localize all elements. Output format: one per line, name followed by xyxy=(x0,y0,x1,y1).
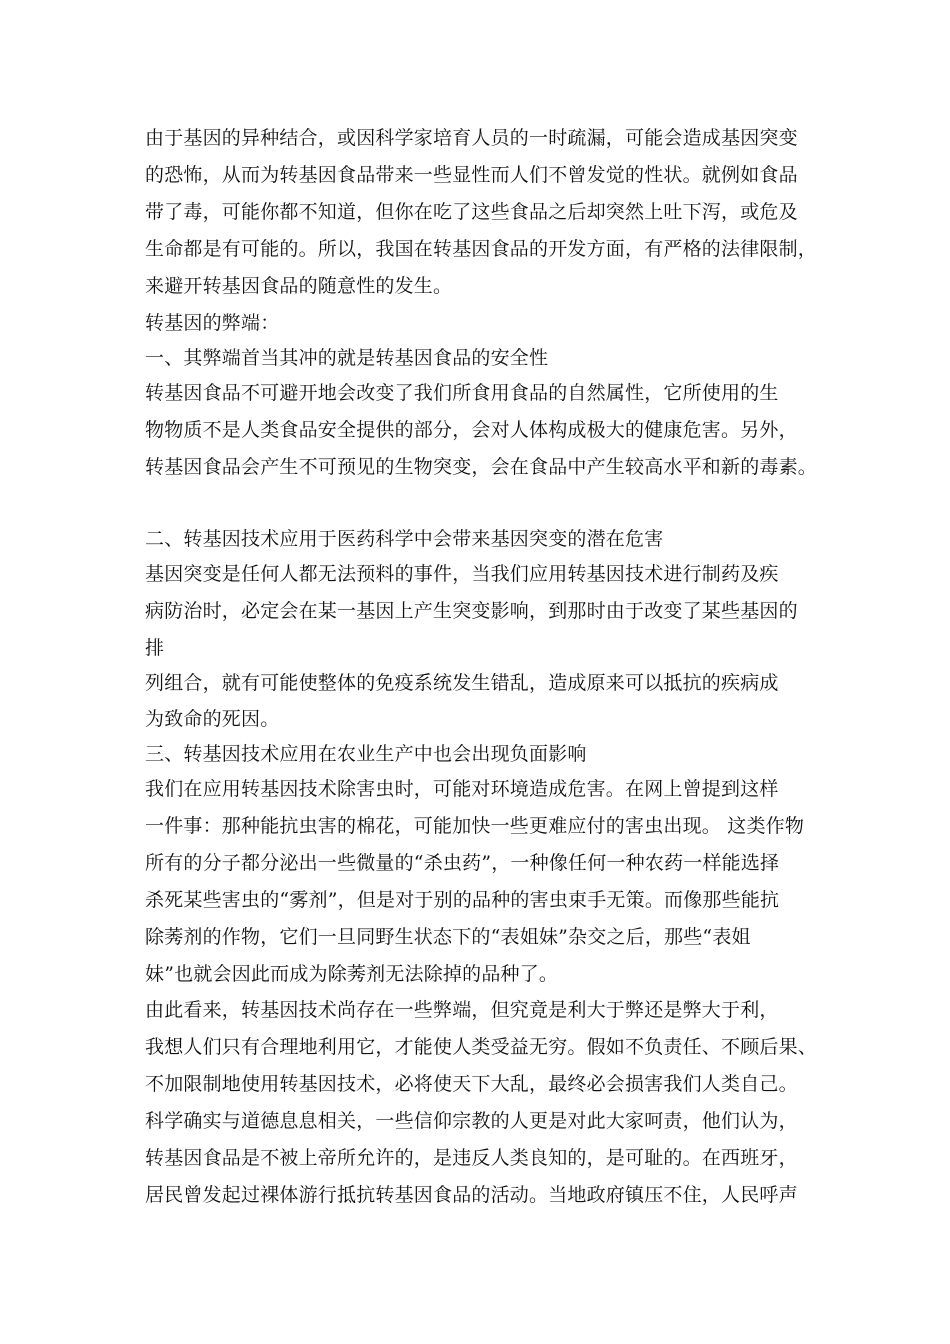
text-line: 杀死某些害虫的“雾剂”，但是对于别的品种的害虫束手无策。而像那些能抗 xyxy=(145,889,780,911)
text-line: 物物质不是人类食品安全提供的部分，会对人体构成极大的健康危害。另外， xyxy=(145,419,798,441)
text-line: 排 xyxy=(145,637,165,659)
text-line: 为致命的死因。 xyxy=(145,708,280,730)
section-heading: 三、转基因技术应用在农业生产中也会出现负面影响 xyxy=(145,743,587,765)
text-line: 我想人们只有合理地利用它，才能使人类受益无穷。假如不负责任、不顾后果、 xyxy=(145,1036,818,1058)
text-line: 我们在应用转基因技术除害虫时，可能对环境造成危害。在网上曾提到这样 xyxy=(145,778,779,800)
text-line: 转基因食品是不被上帝所允许的，是违反人类良知的，是可耻的。在西班牙， xyxy=(145,1147,798,1169)
section-heading: 转基因的弊端： xyxy=(145,312,280,334)
text-line: 列组合，就有可能使整体的免疫系统发生错乱，造成原来可以抵抗的疾病成 xyxy=(145,672,779,694)
text-line: 不加限制地使用转基因技术，必将使天下大乱，最终必会损害我们人类自己。 xyxy=(145,1073,798,1095)
text-line: 由于基因的异种结合，或因科学家培育人员的一时疏漏，可能会造成基因突变 xyxy=(145,127,798,149)
text-line: 基因突变是任何人都无法预料的事件，当我们应用转基因技术进行制药及疾 xyxy=(145,563,779,585)
text-line: 带了毒，可能你都不知道，但你在吃了这些食品之后却突然上吐下泻，或危及 xyxy=(145,201,798,223)
text-line: 由此看来，转基因技术尚存在一些弊端，但究竟是利大于弊还是弊大于利， xyxy=(145,999,779,1021)
text-line: 生命都是有可能的。所以，我国在转基因食品的开发方面，有严格的法律限制， xyxy=(145,238,818,260)
text-line: 一件事：那种能抗虫害的棉花，可能加快一些更难应付的害虫出现。 这类作物 xyxy=(145,815,805,837)
text-line: 除莠剂的作物，它们一旦同野生状态下的“表姐妹”杂交之后，那些“表姐 xyxy=(145,926,751,948)
text-line: 居民曾发起过裸体游行抵抗转基因食品的活动。当地政府镇压不住，人民呼声 xyxy=(145,1184,798,1206)
text-line: 转基因食品不可避开地会改变了我们所食用食品的自然属性，它所使用的生 xyxy=(145,382,779,404)
text-line: 妹”也就会因此而成为除莠剂无法除掉的品种了。 xyxy=(145,963,559,985)
text-line: 病防治时，必定会在某一基因上产生突变影响，到那时由于改变了某些基因的 xyxy=(145,600,798,622)
text-line: 科学确实与道德息息相关，一些信仰宗教的人更是对此大家呵责，他们认为， xyxy=(145,1110,798,1132)
section-heading: 二、转基因技术应用于医药科学中会带来基因突变的潜在危害 xyxy=(145,528,664,550)
text-line: 来避开转基因食品的随意性的发生。 xyxy=(145,275,453,297)
text-line: 转基因食品会产生不可预见的生物突变，会在食品中产生较高水平和新的毒素。 xyxy=(145,456,818,478)
text-line: 所有的分子都分泌出一些微量的“杀虫药”，一种像任何一种农药一样能选择 xyxy=(145,852,780,874)
section-heading: 一、其弊端首当其冲的就是转基因食品的安全性 xyxy=(145,347,549,369)
text-line: 的恐怖，从而为转基因食品带来一些显性而人们不曾发觉的性状。就例如食品 xyxy=(145,164,798,186)
